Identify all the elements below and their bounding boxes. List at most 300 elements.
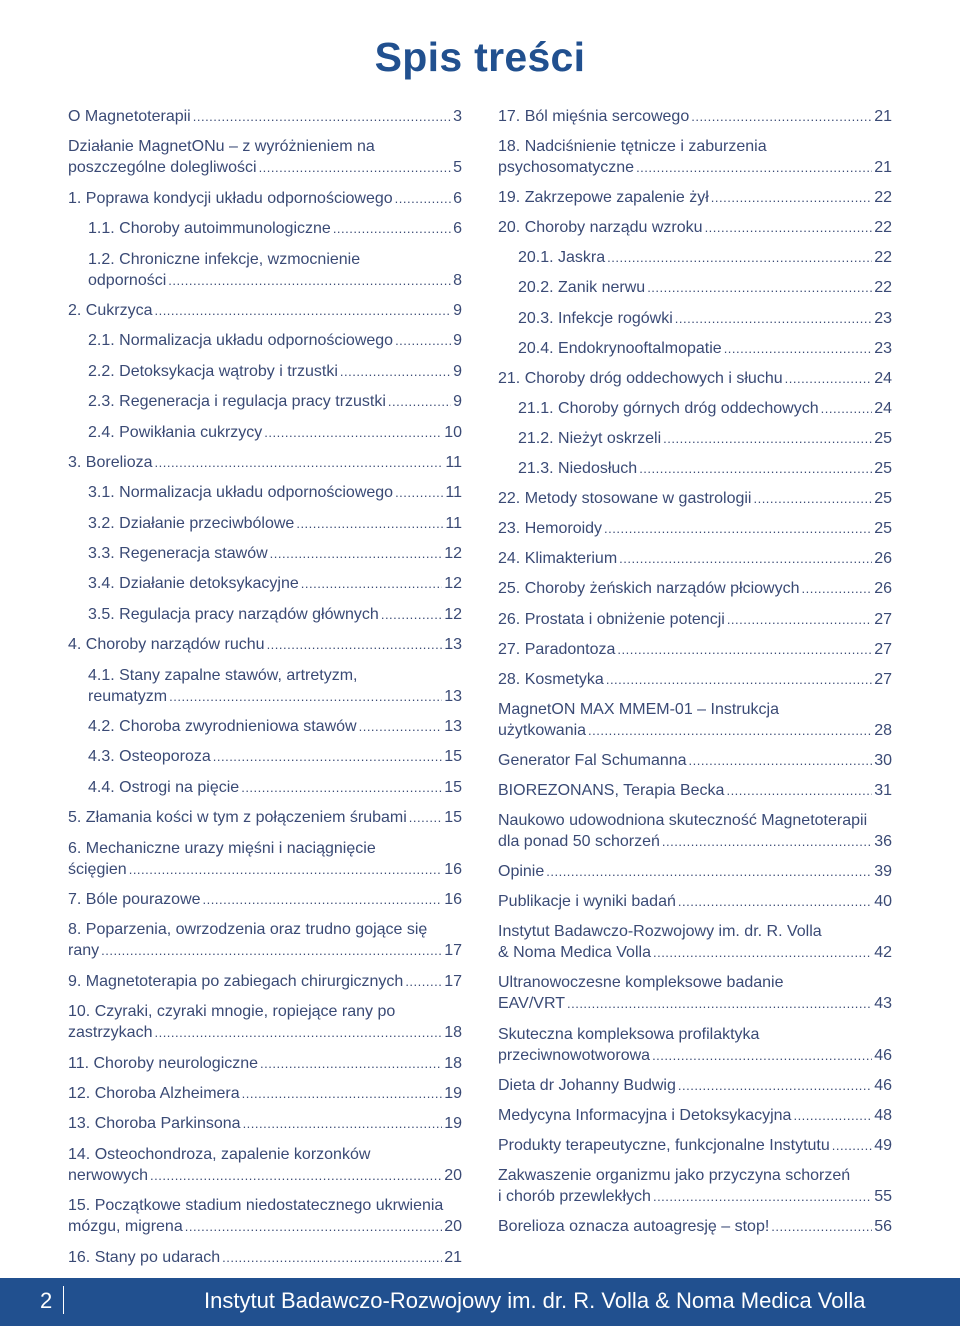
dot-leader xyxy=(639,458,872,479)
dot-leader xyxy=(785,368,873,389)
toc-entry[interactable] xyxy=(498,488,892,509)
toc-entry-title: psychosomatyczne xyxy=(498,159,635,177)
toc-page-number: 28 xyxy=(874,721,892,739)
toc-entry-title: 3.1. Normalizacja układu odpornościowego xyxy=(88,484,394,502)
toc-entry-row xyxy=(88,482,462,503)
toc-entry-row xyxy=(88,604,462,625)
toc-entry-row xyxy=(498,1186,892,1207)
toc-entry[interactable] xyxy=(68,482,462,503)
toc-entry-row xyxy=(88,777,462,798)
toc-entry-title: 4.2. Choroba zwyrodnieniowa stawów xyxy=(88,718,357,736)
toc-entry-row xyxy=(498,106,892,127)
toc-page-number: 15 xyxy=(444,809,462,827)
toc-entry-title-line: Instytut Badawczo-Rozwojowy im. dr. R. Volla xyxy=(498,923,822,941)
toc-entry[interactable] xyxy=(498,1024,892,1066)
toc-page-number: 18 xyxy=(444,1054,462,1072)
toc-entry-title: 24. Klimakterium xyxy=(498,550,618,568)
toc-entry-title: Medycyna Informacyjna i Detoksykacyjna xyxy=(498,1106,792,1124)
toc-entry[interactable] xyxy=(498,308,892,329)
dot-leader xyxy=(193,106,451,127)
toc-page-number: 27 xyxy=(874,670,892,688)
toc-entry-row xyxy=(68,1165,462,1186)
toc-page-number: 27 xyxy=(874,640,892,658)
toc-page-number: 12 xyxy=(444,545,462,563)
toc-right-column xyxy=(498,106,892,1246)
toc-entry[interactable] xyxy=(68,300,462,321)
dot-leader xyxy=(259,157,452,178)
toc-entry-row xyxy=(498,720,892,741)
toc-entry[interactable] xyxy=(68,1113,462,1134)
toc-entry[interactable] xyxy=(68,513,462,534)
toc-page-number: 26 xyxy=(874,550,892,568)
dot-leader xyxy=(296,513,443,534)
toc-entry[interactable] xyxy=(68,452,462,473)
toc-page-number: 3 xyxy=(453,108,462,125)
dot-leader xyxy=(675,308,872,329)
toc-entry[interactable] xyxy=(68,136,462,178)
toc-entry[interactable] xyxy=(498,750,892,771)
toc-entry-row xyxy=(498,187,892,208)
toc-entry[interactable] xyxy=(68,1144,462,1186)
toc-entry[interactable] xyxy=(498,187,892,208)
toc-page-number: 25 xyxy=(874,490,892,508)
dot-leader xyxy=(606,669,872,690)
toc-page-number: 17 xyxy=(444,972,462,990)
toc-entry[interactable] xyxy=(68,188,462,209)
toc-page-number: 25 xyxy=(874,429,892,447)
dot-leader xyxy=(129,859,443,880)
toc-page-number: 17 xyxy=(444,942,462,960)
toc-entry[interactable] xyxy=(498,810,892,852)
toc-entry-row xyxy=(88,746,462,767)
toc-entry-title: 3. Borelioza xyxy=(68,453,153,471)
dot-leader xyxy=(619,548,872,569)
toc-entry[interactable] xyxy=(68,1195,462,1237)
dot-leader xyxy=(150,1165,442,1186)
toc-page-number: 16 xyxy=(444,890,462,908)
dot-leader xyxy=(726,780,872,801)
toc-entry[interactable] xyxy=(68,543,462,564)
toc-entry[interactable] xyxy=(68,1247,462,1268)
toc-entry-row xyxy=(68,807,462,828)
toc-page-number: 56 xyxy=(874,1218,892,1235)
toc-page-number: 8 xyxy=(453,271,462,289)
dot-leader xyxy=(546,861,872,882)
dot-leader xyxy=(821,398,873,419)
toc-page-number: 24 xyxy=(874,399,892,417)
toc-entry-title: 23. Hemoroidy xyxy=(498,520,603,538)
toc-entry[interactable] xyxy=(498,106,892,127)
toc-page-number: 20 xyxy=(444,1166,462,1184)
dot-leader xyxy=(264,422,442,443)
toc-entry-title: nerwowych xyxy=(68,1166,149,1184)
toc-page-number: 16 xyxy=(444,860,462,878)
toc-entry[interactable] xyxy=(68,634,462,655)
dot-leader xyxy=(388,391,451,412)
toc-page-number: 19 xyxy=(444,1115,462,1133)
toc-page-number: 36 xyxy=(874,833,892,851)
footer-divider xyxy=(63,1286,64,1314)
toc-entry-title: 27. Paradontoza xyxy=(498,640,616,658)
toc-entry-row xyxy=(498,488,892,509)
toc-entry-row xyxy=(88,716,462,737)
toc-entry-row xyxy=(68,634,462,655)
toc-entry-row xyxy=(498,891,892,912)
dot-leader xyxy=(636,157,872,178)
dot-leader xyxy=(409,807,442,828)
dot-leader xyxy=(691,106,872,127)
toc-entry-title: odporności xyxy=(88,271,167,289)
toc-entry-row xyxy=(498,1135,892,1156)
toc-entry-row xyxy=(68,971,462,992)
toc-entry[interactable] xyxy=(68,746,462,767)
toc-entry[interactable] xyxy=(68,361,462,382)
dot-leader xyxy=(678,891,872,912)
toc-entry[interactable] xyxy=(68,249,462,291)
toc-page-number: 9 xyxy=(453,362,462,380)
toc-entry[interactable] xyxy=(498,669,892,690)
toc-entry-title: dla ponad 50 schorzeń xyxy=(498,833,660,851)
toc-entry-title-line: Działanie MagnetONu – z wyróżnieniem na xyxy=(68,138,375,156)
toc-entry-title: 3.5. Regulacja pracy narządów głównych xyxy=(88,605,379,623)
toc-page-number: 9 xyxy=(453,393,462,411)
page-number: 2 xyxy=(40,1288,53,1313)
toc-entry-title: użytkowania xyxy=(498,721,587,739)
toc-entry-title: 21.1. Choroby górnych dróg oddechowych xyxy=(518,399,819,417)
footer-bar xyxy=(0,1278,960,1326)
toc-entry-title: 4.4. Ostrogi na pięcie xyxy=(88,778,240,796)
dot-leader xyxy=(832,1135,872,1156)
toc-entry-row xyxy=(68,157,462,178)
toc-entry-title: 4. Choroby narządów ruchu xyxy=(68,636,265,654)
toc-entry-title: BIOREZONANS, Terapia Becka xyxy=(498,781,725,799)
toc-entry[interactable] xyxy=(498,518,892,539)
toc-entry[interactable] xyxy=(68,777,462,798)
toc-entry-title: 4.3. Osteoporoza xyxy=(88,748,211,766)
toc-page-number: 48 xyxy=(874,1106,892,1124)
toc-entry[interactable] xyxy=(68,422,462,443)
dot-leader xyxy=(395,330,451,351)
toc-entry-row xyxy=(518,338,892,359)
dot-leader xyxy=(301,573,442,594)
dot-leader xyxy=(771,1216,872,1237)
toc-entry-row xyxy=(498,368,892,389)
toc-entry-row xyxy=(498,548,892,569)
toc-entry[interactable] xyxy=(498,578,892,599)
dot-leader xyxy=(395,482,443,503)
toc-page-number: 19 xyxy=(444,1084,462,1102)
toc-entry[interactable] xyxy=(68,106,462,127)
toc-entry-row xyxy=(68,940,462,961)
toc-page-number: 42 xyxy=(874,944,892,962)
toc-entry[interactable] xyxy=(68,218,462,239)
dot-leader xyxy=(169,686,442,707)
toc-entry-row xyxy=(88,543,462,564)
toc-entry-title: i chorób przewlekłych xyxy=(498,1187,651,1205)
dot-leader xyxy=(222,1247,442,1268)
dot-leader xyxy=(607,247,872,268)
toc-page-number: 46 xyxy=(874,1076,892,1094)
toc-page-number: 21 xyxy=(874,159,892,177)
toc-entry-row xyxy=(88,513,462,534)
toc-page-number: 11 xyxy=(445,514,462,532)
toc-entry-title: Produkty terapeutyczne, funkcjonalne Instytutu xyxy=(498,1136,830,1154)
dot-leader xyxy=(359,716,443,737)
toc-entry-title: 17. Ból mięśnia sercowego xyxy=(498,108,690,125)
toc-page-number: 26 xyxy=(874,580,892,598)
toc-entry[interactable] xyxy=(498,921,892,963)
toc-entry-title-line: 6. Mechaniczne urazy mięśni i naciągnięcie xyxy=(68,839,376,857)
toc-entry-row xyxy=(498,942,892,963)
toc-entry[interactable] xyxy=(498,699,892,741)
toc-page-number: 46 xyxy=(874,1046,892,1064)
toc-page-number: 20 xyxy=(444,1218,462,1236)
toc-entry-title: Dieta dr Johanny Budwig xyxy=(498,1076,676,1094)
toc-entry[interactable] xyxy=(498,1165,892,1207)
toc-entry[interactable] xyxy=(498,338,892,359)
toc-entry-row xyxy=(68,106,462,127)
dot-leader xyxy=(241,777,442,798)
toc-page-number: 15 xyxy=(444,748,462,766)
toc-page-number: 55 xyxy=(874,1187,892,1205)
toc-entry[interactable] xyxy=(498,398,892,419)
dot-leader xyxy=(567,993,872,1014)
toc-entry-title: 25. Choroby żeńskich narządów płciowych xyxy=(498,580,800,598)
toc-entry-title: 28. Kosmetyka xyxy=(498,670,604,688)
toc-page-number: 31 xyxy=(874,781,892,799)
toc-page-number: 9 xyxy=(453,301,462,319)
toc-entry-row xyxy=(498,1045,892,1066)
dot-leader xyxy=(185,1216,442,1237)
toc-entry-title: 20.4. Endokrynooftalmopatie xyxy=(518,339,722,357)
toc-entry-title: Opinie xyxy=(498,863,545,881)
toc-entry-row xyxy=(498,669,892,690)
toc-entry-row xyxy=(518,247,892,268)
dot-leader xyxy=(270,543,443,564)
toc-entry-row xyxy=(68,1022,462,1043)
toc-page-number: 23 xyxy=(874,339,892,357)
dot-leader xyxy=(267,634,443,655)
toc-entry[interactable] xyxy=(498,368,892,389)
toc-entry-title: 19. Zakrzepowe zapalenie żył xyxy=(498,189,709,207)
toc-entry[interactable] xyxy=(498,136,892,178)
toc-entry-title-line: Zakwaszenie organizmu jako przyczyna schorzeń xyxy=(498,1166,851,1184)
toc-entry[interactable] xyxy=(68,889,462,910)
toc-entry-row xyxy=(68,889,462,910)
toc-entry[interactable] xyxy=(68,604,462,625)
toc-page-number: 43 xyxy=(874,995,892,1013)
toc-entry-row xyxy=(88,270,462,291)
toc-entry-row xyxy=(518,398,892,419)
toc-entry-title-line: 1.2. Chroniczne infekcje, wzmocnienie xyxy=(88,250,361,268)
toc-page-number: 39 xyxy=(874,863,892,881)
toc-entry-row xyxy=(498,157,892,178)
toc-entry-title: 1.1. Choroby autoimmunologiczne xyxy=(88,220,331,238)
toc-entry[interactable] xyxy=(498,1135,892,1156)
toc-entry-row xyxy=(68,300,462,321)
toc-entry-row xyxy=(498,518,892,539)
toc-entry-row xyxy=(68,1053,462,1074)
toc-entry-title: 7. Bóle pourazowe xyxy=(68,890,201,908)
dot-leader xyxy=(724,338,873,359)
toc-entry-title: 1. Poprawa kondycji układu odpornościowego xyxy=(68,189,393,207)
page-title: Spis treści xyxy=(374,34,586,80)
dot-leader xyxy=(647,277,872,298)
toc-entry[interactable] xyxy=(68,391,462,412)
toc-entry-row xyxy=(518,458,892,479)
toc-entry-title: Publikacje i wyniki badań xyxy=(498,893,676,911)
toc-entry-title-line: Ultranowoczesne kompleksowe badanie xyxy=(498,974,784,992)
toc-entry-title: 20.2. Zanik nerwu xyxy=(518,279,646,297)
dot-leader xyxy=(662,831,872,852)
toc-entry-title-line: 8. Poparzenia, owrzodzenia oraz trudno gojące się xyxy=(68,921,428,939)
toc-entry[interactable] xyxy=(68,919,462,961)
toc-entry-title-line: 18. Nadciśnienie tętnicze i zaburzenia xyxy=(498,138,767,156)
toc-entry[interactable] xyxy=(498,972,892,1014)
toc-entry-title: mózgu, migrena xyxy=(68,1218,183,1236)
toc-page-number: 22 xyxy=(874,219,892,237)
dot-leader xyxy=(801,578,872,599)
toc-entry-row xyxy=(498,861,892,882)
toc-entry-title: 5. Złamania kości w tym z połączeniem śrubami xyxy=(68,809,407,827)
toc-entry[interactable] xyxy=(498,428,892,449)
toc-page-number: 25 xyxy=(874,460,892,478)
toc-entry-row xyxy=(68,1113,462,1134)
toc-entry[interactable] xyxy=(68,971,462,992)
toc-entry-title: poszczególne dolegliwości xyxy=(68,159,257,177)
dot-leader xyxy=(617,639,872,660)
dot-leader xyxy=(242,1083,443,1104)
toc-page-number: 6 xyxy=(453,220,462,238)
dot-leader xyxy=(260,1053,442,1074)
toc-entry-title: Borelioza oznacza autoagresję – stop! xyxy=(498,1218,770,1235)
toc-entry[interactable] xyxy=(68,1001,462,1043)
toc-page-number: 22 xyxy=(874,249,892,267)
toc-page-number: 12 xyxy=(444,605,462,623)
toc-entry[interactable] xyxy=(498,861,892,882)
dot-leader xyxy=(663,428,872,449)
toc-page-number: 13 xyxy=(444,636,462,654)
dot-leader xyxy=(753,488,872,509)
toc-entry[interactable] xyxy=(498,609,892,630)
toc-entry-row xyxy=(88,361,462,382)
dot-leader xyxy=(405,971,442,992)
toc-entry[interactable] xyxy=(498,1075,892,1096)
toc-entry-title: Generator Fal Schumanna xyxy=(498,751,687,769)
toc-entry-title-line: 14. Osteochondroza, zapalenie korzonków xyxy=(68,1145,371,1163)
toc-page-number: 15 xyxy=(444,778,462,796)
toc-entry-title-line: Naukowo udowodniona skuteczność Magnetoterapii xyxy=(498,812,868,830)
toc-entry[interactable] xyxy=(68,807,462,828)
dot-leader xyxy=(154,1022,442,1043)
dot-leader xyxy=(711,187,872,208)
toc-entry-row xyxy=(518,428,892,449)
toc-page-number: 40 xyxy=(874,893,892,911)
footer-institute: Instytut Badawczo-Rozwojowy im. dr. R. Volla & Noma Medica Volla xyxy=(204,1288,866,1313)
toc-page-number: 27 xyxy=(874,610,892,628)
toc-entry[interactable] xyxy=(498,639,892,660)
dot-leader xyxy=(727,609,872,630)
toc-page-number: 49 xyxy=(874,1136,892,1154)
toc-page-number: 30 xyxy=(874,751,892,769)
toc-entry-title: przeciwnowotworowa xyxy=(498,1046,651,1064)
dot-leader xyxy=(678,1075,872,1096)
toc-entry-row xyxy=(68,452,462,473)
toc-entry-row xyxy=(518,308,892,329)
dot-leader xyxy=(793,1105,872,1126)
toc-entry[interactable] xyxy=(498,277,892,298)
dot-leader xyxy=(653,942,872,963)
toc-entry-title: 11. Choroby neurologiczne xyxy=(68,1054,259,1072)
toc-entry[interactable] xyxy=(68,716,462,737)
toc-entry[interactable] xyxy=(498,458,892,479)
dot-leader xyxy=(213,746,442,767)
toc-entry[interactable] xyxy=(498,1216,892,1237)
toc-entry-title: 2.3. Regeneracja i regulacja pracy trzustki xyxy=(88,393,386,411)
toc-entry-title: 21.3. Niedosłuch xyxy=(518,460,638,478)
dot-leader xyxy=(395,188,451,209)
toc-entry-row xyxy=(498,217,892,238)
toc-entry[interactable] xyxy=(68,1053,462,1074)
dot-leader xyxy=(154,300,451,321)
dot-leader xyxy=(243,1113,443,1134)
toc-entry[interactable] xyxy=(68,665,462,707)
toc-entry[interactable] xyxy=(498,217,892,238)
toc-entry-title: 9. Magnetoterapia po zabiegach chirurgicznych xyxy=(68,972,404,990)
dot-leader xyxy=(689,750,873,771)
toc-entry-title: 2.1. Normalizacja układu odpornościowego xyxy=(88,332,394,350)
toc-page-number: 6 xyxy=(453,189,462,207)
toc-page-number: 24 xyxy=(874,369,892,387)
toc-page-number: 25 xyxy=(874,520,892,538)
toc-page-number: 10 xyxy=(444,423,462,441)
toc-entry[interactable] xyxy=(498,780,892,801)
toc-entry-title: 12. Choroba Alzheimera xyxy=(68,1084,240,1102)
toc-entry-title: 20.1. Jaskra xyxy=(518,249,606,267)
toc-page-number: 13 xyxy=(444,718,462,736)
toc-left-column xyxy=(68,106,462,1277)
toc-entry[interactable] xyxy=(498,247,892,268)
toc-page-number: 21 xyxy=(874,108,892,125)
toc-entry[interactable] xyxy=(498,1105,892,1126)
toc-entry-title: zastrzykach xyxy=(68,1024,153,1042)
toc-entry[interactable] xyxy=(498,548,892,569)
toc-entry[interactable] xyxy=(68,573,462,594)
toc-entry-row xyxy=(498,831,892,852)
dot-leader xyxy=(333,218,451,239)
toc-entry-title: ścięgien xyxy=(68,860,127,878)
toc-entry-title: 2.2. Detoksykacja wątroby i trzustki xyxy=(88,362,338,380)
toc-entry-row xyxy=(498,609,892,630)
toc-entry-title: reumatyzm xyxy=(88,687,168,705)
dot-leader xyxy=(340,361,451,382)
toc-entry-title: 2.4. Powikłania cukrzycy xyxy=(88,423,263,441)
toc-entry[interactable] xyxy=(68,1083,462,1104)
toc-entry-title: 20. Choroby narządu wzroku xyxy=(498,219,703,237)
dot-leader xyxy=(203,889,443,910)
toc-entry[interactable] xyxy=(498,891,892,912)
toc-page-number: 21 xyxy=(444,1248,462,1266)
toc-entry[interactable] xyxy=(68,838,462,880)
toc-entry-row xyxy=(518,277,892,298)
toc-entry-row xyxy=(498,578,892,599)
toc-page-number: 23 xyxy=(874,309,892,327)
toc-entry-title: & Noma Medica Volla xyxy=(498,944,651,962)
toc-entry-row xyxy=(498,639,892,660)
toc-entry[interactable] xyxy=(68,330,462,351)
toc-entry-row xyxy=(68,859,462,880)
toc-entry-title-line: 15. Początkowe stadium niedostatecznego ukrwienia xyxy=(68,1197,444,1215)
